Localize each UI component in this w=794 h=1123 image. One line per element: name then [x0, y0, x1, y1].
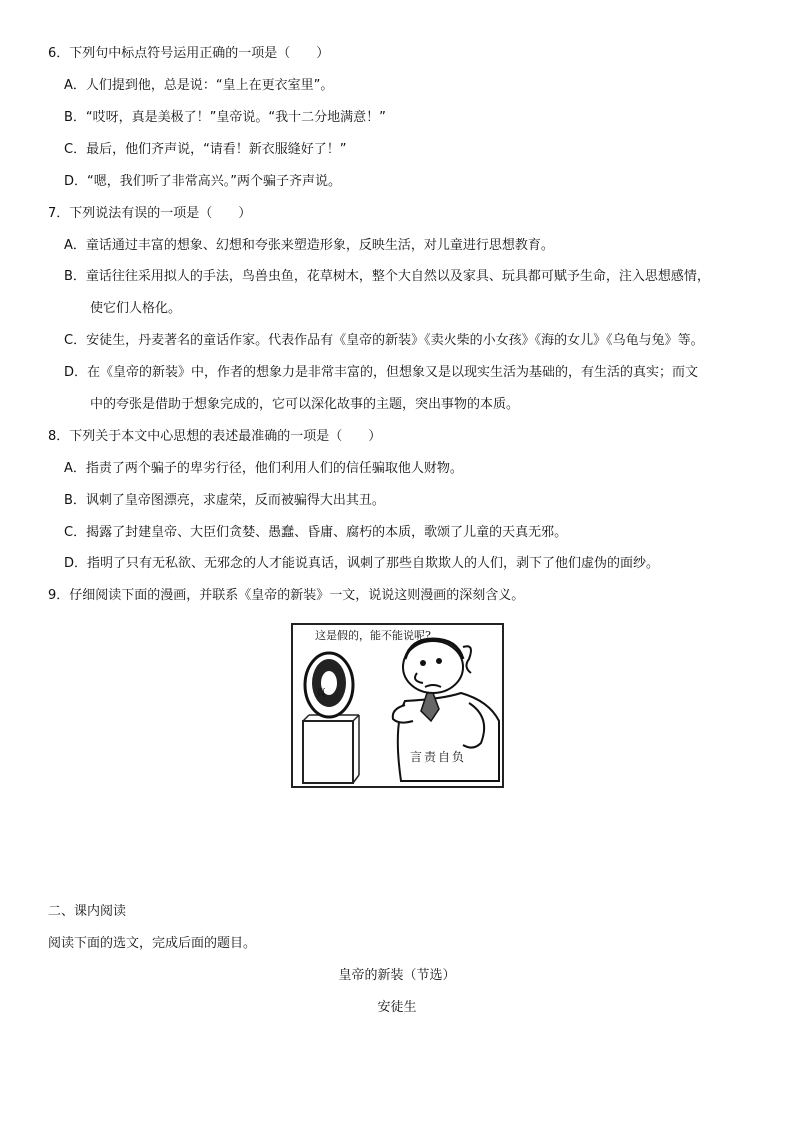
question-7-option-a: A．童话通过丰富的想象、幻想和夸张来塑造形象，反映生活，对儿童进行思想教育。 — [64, 238, 554, 253]
cartoon-body-label: 言责自负 — [410, 750, 467, 764]
section-2-heading: 二、课内阅读 — [48, 904, 127, 919]
question-6-option-c: C．最后，他们齐声说，“请看！新衣服缝好了！” — [64, 142, 347, 157]
question-7-stem: 7．下列说法有误的一项是（ ） — [48, 206, 252, 221]
cartoon-image — [291, 623, 504, 788]
question-7-option-b-continued: 使它们人格化。 — [90, 301, 182, 316]
question-8-option-b: B．讽刺了皇帝图漂亮，求虚荣，反而被骗得大出其丑。 — [64, 493, 385, 508]
question-6-option-b: B．“哎呀，真是美极了！”皇帝说。“我十二分地满意！” — [64, 110, 386, 125]
question-7-option-d-continued: 中的夸张是借助于想象完成的，它可以深化故事的主题，突出事物的本质。 — [90, 397, 520, 412]
question-8-option-a: A．指责了两个骗子的卑劣行径，他们利用人们的信任骗取他人财物。 — [64, 461, 463, 476]
question-6-stem: 6．下列句中标点符号运用正确的一项是（ ） — [48, 46, 330, 61]
question-7-option-c: C．安徒生，丹麦著名的童话作家。代表作品有《皇帝的新装》《卖火柴的小女孩》《海的女儿》《乌龟与兔》等。 — [64, 333, 704, 348]
question-8-stem: 8．下列关于本文中心思想的表述最准确的一项是（ ） — [48, 429, 382, 444]
section-2-instruction: 阅读下面的选文，完成后面的题目。 — [48, 936, 257, 951]
cartoon-drawing — [293, 625, 502, 786]
question-8-option-c: C．揭露了封建皇帝、大臣们贪婪、愚蠢、昏庸、腐朽的本质，歌颂了儿童的天真无邪。 — [64, 525, 568, 540]
question-6-option-a: A．人们提到他，总是说：“皇上在更衣室里”。 — [64, 78, 334, 93]
passage-author: 安徒生 — [377, 1000, 417, 1015]
passage-title: 皇帝的新装（节选） — [338, 968, 456, 983]
question-8-option-d: D．指明了只有无私欲、无邪念的人才能说真话，讽刺了那些自欺欺人的人们，剥下了他们虚伪的面纱。 — [64, 556, 660, 571]
question-7-option-d: D．在《皇帝的新装》中，作者的想象力是非常丰富的，但想象又是以现实生活为基础的，有生活的真实；而文 — [64, 365, 699, 380]
question-7-option-b: B．童话往往采用拟人的手法，鸟兽虫鱼，花草树木，整个大自然以及家具、玩具都可赋予生命，注入思想感情， — [64, 269, 710, 284]
cartoon-vase-label: 真 — [316, 688, 326, 699]
question-6-option-d: D．“嗯，我们听了非常高兴。”两个骗子齐声说。 — [64, 174, 341, 189]
question-9-stem: 9．仔细阅读下面的漫画，并联系《皇帝的新装》一文，说说这则漫画的深刻含义。 — [48, 588, 525, 603]
cartoon-speech-text: 这是假的，能不能说呢? — [315, 629, 431, 642]
